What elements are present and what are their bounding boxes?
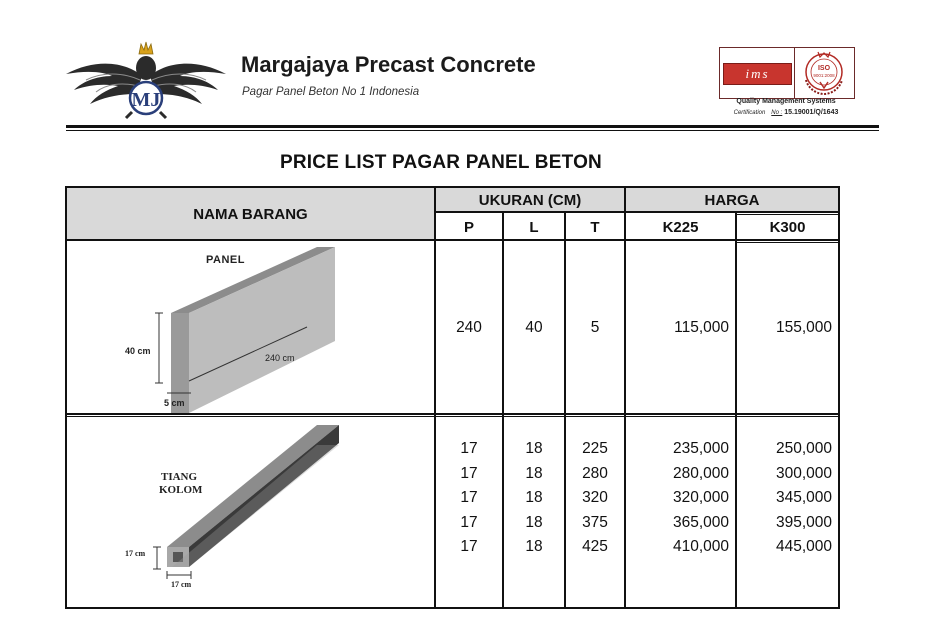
header-rule-thick — [66, 125, 879, 128]
col-header-k225: K225 — [662, 219, 699, 236]
col-header-t: T — [590, 219, 600, 236]
iso-seal-icon — [800, 50, 848, 96]
eagle-logo-icon — [66, 40, 226, 120]
panel-l: 40 — [525, 319, 543, 336]
tiang-k225: 280,000 — [672, 465, 729, 482]
tiang-l: 18 — [525, 465, 543, 482]
ims-logo: ims — [723, 63, 792, 85]
tiang-dim-h: 17 cm — [125, 549, 146, 558]
company-tagline: Pagar Panel Beton No 1 Indonesia — [242, 86, 420, 98]
col-header-k300: K300 — [769, 219, 806, 236]
tiang-p: 17 — [460, 538, 478, 555]
col-header-harga: HARGA — [704, 192, 760, 209]
tiang-p: 17 — [460, 514, 478, 531]
tiang-drawing-icon — [67, 417, 434, 609]
tiang-p: 17 — [460, 465, 478, 482]
tiang-k300: 445,000 — [775, 538, 832, 555]
company-name: Margajaya Precast Concrete — [241, 52, 536, 77]
tiang-name-2: KOLOM — [159, 484, 203, 496]
cert-number-line — [708, 109, 864, 116]
tiang-l: 18 — [525, 538, 543, 555]
certification-badge — [719, 47, 855, 99]
header-rule-thin — [66, 130, 879, 131]
tiang-k300: 250,000 — [775, 440, 832, 457]
tiang-t: 320 — [582, 489, 608, 506]
panel-t: 5 — [590, 319, 600, 336]
col-header-ukuran: UKURAN (CM) — [478, 192, 582, 209]
tiang-k300: 300,000 — [775, 465, 832, 482]
panel-name: PANEL — [206, 254, 245, 266]
panel-drawing-icon — [67, 241, 434, 413]
cert-divider — [794, 48, 795, 98]
col-header-l: L — [529, 219, 539, 236]
cert-number: 15.19001/Q/1643 — [784, 109, 839, 116]
tiang-dim-w: 17 cm — [171, 580, 192, 589]
tiang-p: 17 — [460, 440, 478, 457]
iso-number: 9001:2008 — [813, 73, 835, 78]
tiang-t: 225 — [582, 440, 608, 457]
logo-monogram: MJ — [131, 89, 161, 111]
grid-line — [735, 214, 838, 215]
grid-line — [67, 413, 838, 415]
cert-label: Certification — [733, 110, 766, 116]
grid-line — [434, 211, 838, 213]
tiang-t: 375 — [582, 514, 608, 531]
document-title-text: PRICE LIST PAGAR PANEL BETON — [280, 152, 602, 173]
tiang-k225: 410,000 — [672, 538, 729, 555]
tiang-t: 425 — [582, 538, 608, 555]
price-table — [65, 186, 840, 609]
tiang-k225: 320,000 — [672, 489, 729, 506]
panel-dim-length: 240 cm — [265, 353, 295, 363]
grid-line — [735, 242, 838, 243]
col-header-p: P — [463, 219, 474, 236]
panel-dim-thick: 5 cm — [164, 398, 185, 408]
tiang-illustration — [67, 417, 434, 609]
tiang-name-1: TIANG — [161, 471, 198, 483]
panel-illustration — [67, 241, 434, 413]
qms-label: Quality Management Systems — [736, 98, 836, 105]
tiang-k225: 235,000 — [672, 440, 729, 457]
iso-text: ISO — [817, 65, 831, 72]
col-header-nama-barang: NAMA BARANG — [193, 206, 308, 223]
tiang-t: 280 — [582, 465, 608, 482]
tiang-p: 17 — [460, 489, 478, 506]
panel-k300: 155,000 — [775, 319, 832, 336]
panel-p: 240 — [456, 319, 482, 336]
tiang-k225: 365,000 — [672, 514, 729, 531]
cert-no-label: No : — [771, 110, 783, 116]
letterhead — [0, 0, 942, 140]
tiang-l: 18 — [525, 440, 543, 457]
tiang-k300: 395,000 — [775, 514, 832, 531]
panel-dim-height: 40 cm — [125, 346, 151, 356]
document-title — [0, 152, 942, 174]
tiang-l: 18 — [525, 489, 543, 506]
tiang-l: 18 — [525, 514, 543, 531]
panel-k225: 115,000 — [674, 319, 729, 336]
tiang-k300: 345,000 — [775, 489, 832, 506]
